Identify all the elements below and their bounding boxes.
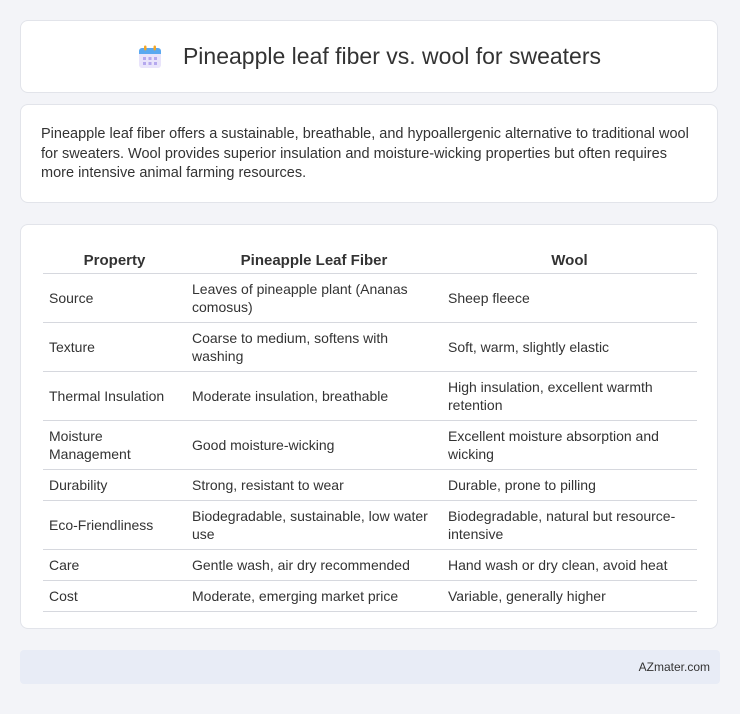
page-title: Pineapple leaf fiber vs. wool for sweaters xyxy=(182,43,602,69)
table-row xyxy=(43,274,697,323)
cell-property: Cost xyxy=(43,581,186,612)
cell-property: Source xyxy=(43,274,186,323)
cell-property: Durability xyxy=(43,470,186,501)
cell-wool: Biodegradable, natural but resource-intensive xyxy=(442,501,697,550)
cell-property: Thermal Insulation xyxy=(43,372,186,421)
table-row xyxy=(43,323,697,372)
cell-pineapple: Gentle wash, air dry recommended xyxy=(186,550,442,581)
table-row xyxy=(43,581,697,612)
cell-pineapple: Coarse to medium, softens with washing xyxy=(186,323,442,372)
table-row xyxy=(43,470,697,501)
title-card xyxy=(20,20,718,93)
footer-brand[interactable]: AZmater.com xyxy=(638,660,710,674)
cell-property: Texture xyxy=(43,323,186,372)
table-header-row xyxy=(43,247,697,274)
cell-pineapple: Leaves of pineapple plant (Ananas comosus) xyxy=(186,274,442,323)
cell-wool: Durable, prone to pilling xyxy=(442,470,697,501)
cell-property: Eco-Friendliness xyxy=(43,501,186,550)
table-row xyxy=(43,372,697,421)
header-property: Property xyxy=(43,247,186,274)
cell-wool: High insulation, excellent warmth retention xyxy=(442,372,697,421)
cell-property: Care xyxy=(43,550,186,581)
cell-pineapple: Moderate, emerging market price xyxy=(186,581,442,612)
cell-wool: Sheep fleece xyxy=(442,274,697,323)
table-card xyxy=(20,224,718,629)
cell-wool: Variable, generally higher xyxy=(442,581,697,612)
cell-wool: Hand wash or dry clean, avoid heat xyxy=(442,550,697,581)
cell-wool: Soft, warm, slightly elastic xyxy=(442,323,697,372)
footer xyxy=(20,650,720,684)
table-row xyxy=(43,501,697,550)
cell-pineapple: Biodegradable, sustainable, low water use xyxy=(186,501,442,550)
intro-card xyxy=(20,104,718,203)
table-row xyxy=(43,421,697,470)
cell-pineapple: Strong, resistant to wear xyxy=(186,470,442,501)
comparison-table xyxy=(43,247,697,612)
table-row xyxy=(43,550,697,581)
header-pineapple: Pineapple Leaf Fiber xyxy=(186,247,442,274)
cell-wool: Excellent moisture absorption and wicking xyxy=(442,421,697,470)
intro-text: Pineapple leaf fiber offers a sustainable, breathable, and hypoallergenic alternative to traditional wool for sweaters. Wool provides superior insulation and moisture-wicking properties but often requires more intensive animal farming resources. xyxy=(41,126,689,181)
cell-property: Moisture Management xyxy=(43,421,186,470)
calendar-icon xyxy=(137,44,163,70)
cell-pineapple: Moderate insulation, breathable xyxy=(186,372,442,421)
header-wool: Wool xyxy=(442,247,697,274)
cell-pineapple: Good moisture-wicking xyxy=(186,421,442,470)
